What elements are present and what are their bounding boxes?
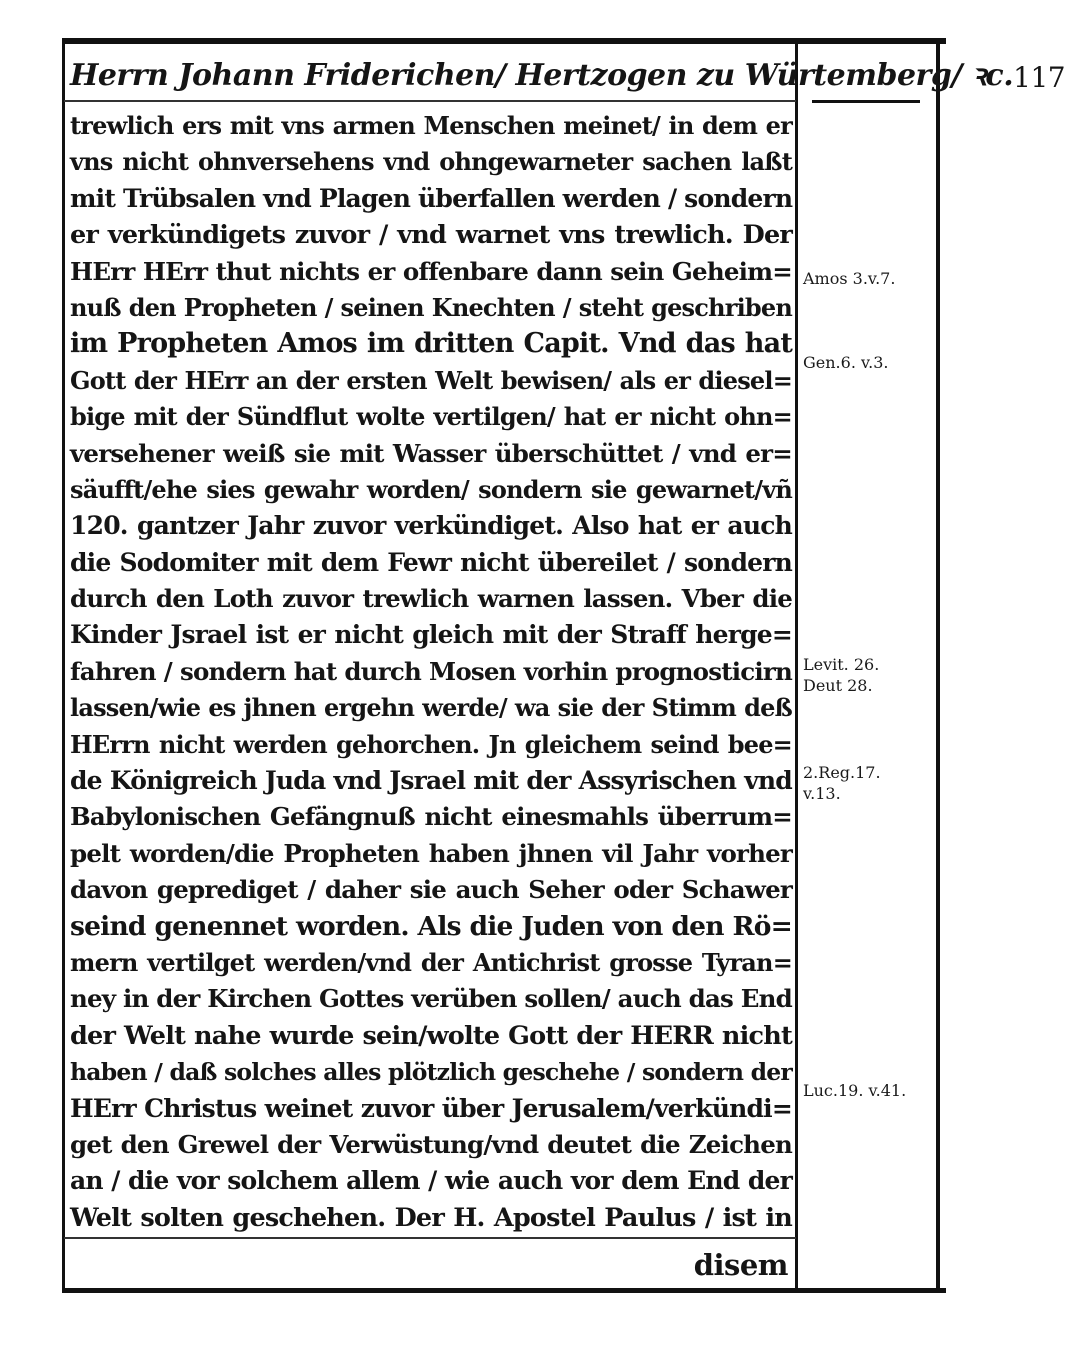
text-line: im Propheten Amos im dritten Capit. Vnd das hat — [70, 328, 792, 360]
margin-note-leviticus-deuteronomy — [803, 654, 879, 696]
margin-note-line: v.13. — [803, 784, 841, 803]
catchword: disem — [693, 1248, 788, 1282]
page-number: 117 — [1013, 61, 1065, 94]
text-line: nuß den Propheten / seinen Knechten / steht geschriben — [70, 292, 792, 322]
text-line: HErrn nicht werden gehorchen. Jn gleichem seind bee= — [70, 729, 792, 759]
margin-note-kings — [803, 762, 881, 804]
text-line: ney in der Kirchen Gottes verüben sollen/ auch das End — [70, 984, 792, 1014]
text-line: fahren / sondern hat durch Mosen vorhin prognosticirn — [70, 656, 792, 686]
text-line: Welt solten geschehen. Der H. Apostel Paulus / ist in — [70, 1202, 792, 1233]
frame-top-rule — [62, 38, 946, 44]
text-line: de Königreich Juda vnd Jsrael mit der Assyrischen vnd — [70, 766, 792, 796]
margin-note-genesis — [803, 352, 888, 373]
running-head — [70, 50, 1065, 94]
frame-right-rule — [936, 38, 940, 1293]
text-line: davon geprediget / daher sie auch Seher oder Schawer — [70, 875, 792, 905]
margin-note-line: 2.Reg.17. — [803, 763, 881, 782]
body-text — [70, 108, 792, 1236]
margin-note-line: Amos 3.v.7. — [803, 269, 896, 288]
margin-header-rule — [812, 100, 920, 103]
text-line: er verkündigets zuvor / vnd warnet vns trewlich. Der — [70, 220, 792, 251]
margin-note-line: Deut 28. — [803, 676, 873, 695]
margin-note-luke — [803, 1080, 906, 1101]
frame-left-rule — [62, 38, 65, 1293]
text-line: mern vertilget werden/vnd der Antichrist grosse Tyran= — [70, 947, 792, 977]
text-line: lassen/wie es jhnen ergehn werde/ wa sie der Stimm deß — [70, 693, 792, 723]
text-line: seind genennet worden. Als die Juden von den Rö= — [70, 910, 792, 942]
margin-note-line: Luc.19. v.41. — [803, 1081, 907, 1100]
margin-note-line: Gen.6. v.3. — [803, 353, 889, 372]
text-line: 120. gantzer Jahr zuvor verkündiget. Also hat er auch — [70, 511, 792, 541]
margin-note-line: Levit. 26. — [803, 655, 880, 674]
running-head-title: Herrn Johann Friderichen/ Hertzogen zu Würtemberg/ ꝛc. — [70, 58, 1014, 93]
text-line: Gott der HErr an der ersten Welt bewisen/ als er diesel= — [70, 365, 792, 395]
margin-note-amos — [803, 268, 895, 289]
text-line: bige mit der Sündflut wolte vertilgen/ hat er nicht ohn= — [70, 402, 792, 432]
text-line: säufft/ehe sies gewahr worden/ sondern sie gewarnet/vñ — [70, 474, 792, 504]
text-line: mit Trübsalen vnd Plagen überfallen werden / sondern — [70, 183, 793, 213]
text-line: pelt worden/die Propheten haben jhnen vil Jahr vorher — [70, 838, 792, 868]
text-line: Kinder Jsrael ist er nicht gleich mit der Straff herge= — [70, 620, 792, 650]
text-line: durch den Loth zuvor trewlich warnen lassen. Vber die — [70, 584, 792, 614]
text-line: trewlich ers mit vns armen Menschen meinet/ in dem er — [70, 111, 792, 140]
text-line: HErr HErr thut nichts er offenbare dann sein Geheim= — [70, 256, 792, 286]
margin-column-rule — [795, 44, 798, 1290]
text-line: der Welt nahe wurde sein/wolte Gott der HERR nicht — [70, 1020, 792, 1051]
text-line: versehener weiß sie mit Wasser überschüttet / vnd er= — [70, 438, 792, 468]
text-line: an / die vor solchem allem / wie auch vor dem End der — [70, 1166, 792, 1196]
text-line: haben / daß solches alles plötzlich geschehe / sondern der — [70, 1058, 792, 1087]
header-rule — [64, 100, 796, 102]
text-line: HErr Christus weinet zuvor über Jerusalem/verkündi= — [70, 1093, 792, 1123]
frame-bottom-rule — [62, 1288, 946, 1293]
text-line: vns nicht ohnversehens vnd ohngewarneter sachen laßt — [70, 147, 792, 177]
text-line: die Sodomiter mit dem Fewr nicht übereilet / sondern — [70, 547, 792, 577]
text-line: Babylonischen Gefängnuß nicht einesmahls überrum= — [70, 802, 792, 832]
footer-rule — [64, 1237, 796, 1239]
text-line: get den Grewel der Verwüstung/vnd deutet die Zeichen — [70, 1129, 792, 1159]
